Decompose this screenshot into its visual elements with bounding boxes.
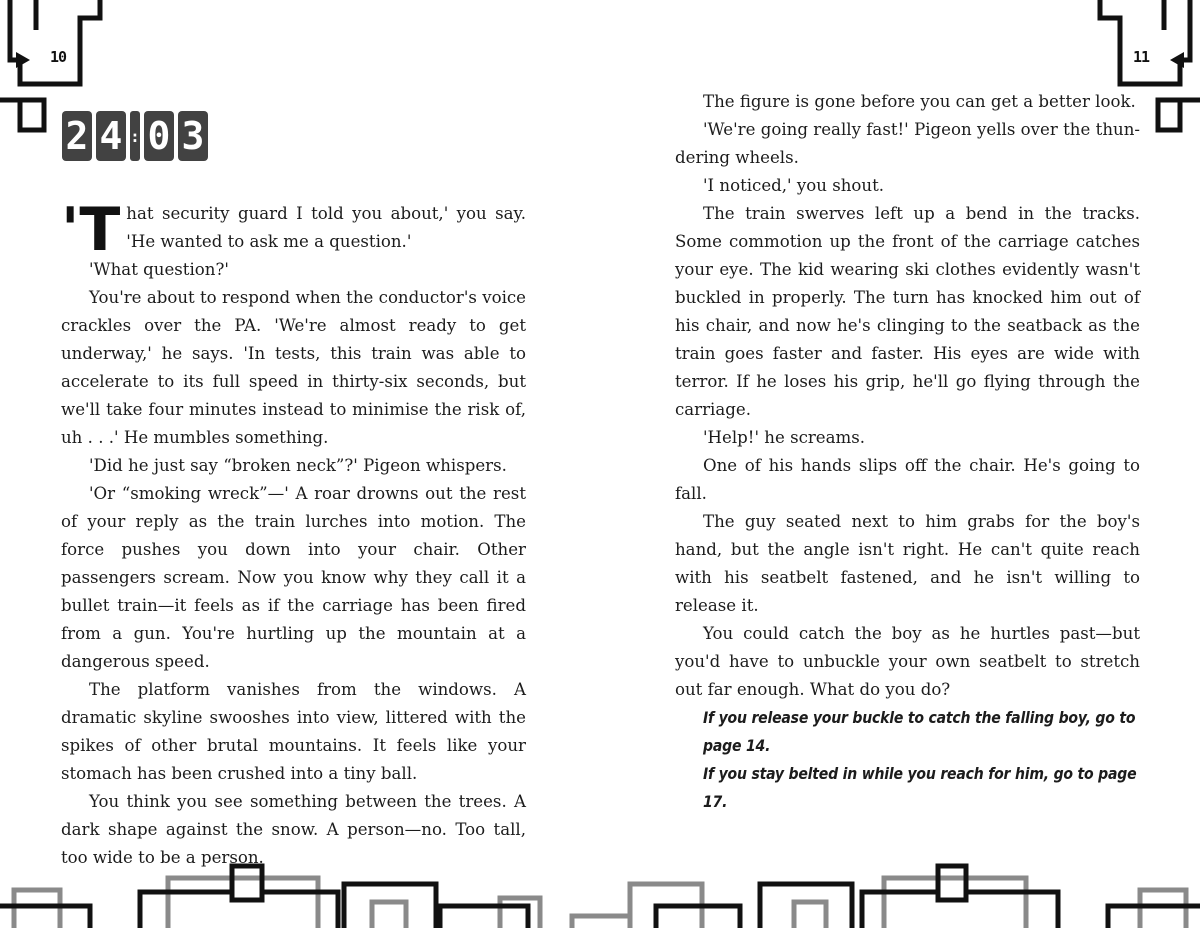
choice-option-2[interactable]: If you stay belted in while you reach for him, go to page 17. xyxy=(703,765,1137,811)
paragraph: 'We're going really fast!' Pigeon yells over the thundering wheels. xyxy=(675,120,1140,167)
timer-digit: 2 xyxy=(62,111,92,161)
paragraph: 'Did he just say “broken neck”?' Pigeon whispers. xyxy=(89,456,507,475)
paragraph: You could catch the boy as he hurtles past—but you'd have to unbuckle your own seatbelt to stretch out far enough. What do you do? xyxy=(675,624,1140,699)
left-arrow-icon xyxy=(16,52,30,68)
paragraph: You think you see something between the trees. A dark shape against the snow. A person—no. Too tall, too wide to be a person. xyxy=(61,792,526,867)
paragraph: 'What question?' xyxy=(89,260,229,279)
paragraph: The train swerves left up a bend in the tracks. Some commotion up the front of the carriage catches your eye. The kid wearing ski clothes evidently wasn't buckled in properly. The turn has knocked him out of his chair, and now he's clinging to the seatback as the train goes faster and faster. His eyes are wide with terror. If he loses his grip, he'll go flying through the carriage. xyxy=(675,204,1140,419)
paragraph: The figure is gone before you can get a better look. xyxy=(703,92,1136,111)
right-arrow-icon xyxy=(1170,52,1184,68)
paragraph-text: hat security guard I told you about,' you say. 'He wanted to ask me a question.' xyxy=(126,204,526,251)
timer-digit: 0 xyxy=(144,111,174,161)
timer-digit: 4 xyxy=(96,111,126,161)
choice-option-1[interactable]: If you release your buckle to catch the falling boy, go to page 14. xyxy=(703,709,1136,755)
paragraph: You're about to respond when the conductor's voice crackles over the PA. 'We're almost ready to get underway,' he says. 'In tests, this train was able to accelerate to its full speed in thirty-six seconds, but we'll take four minutes instead to minimise the risk of, uh . . .' He mumbles something. xyxy=(61,288,526,447)
page-number-right: 11 xyxy=(1132,48,1150,66)
paragraph xyxy=(61,195,526,265)
paragraph: 'Or “smoking wreck”—' A roar drowns out the rest of your reply as the train lurches into motion. The force pushes you down into your chair. Other passengers scream. Now you know why they call it a bullet train—it feels as if the carriage has been fired from a gun. You're hurtling up the mountain at a dangerous speed. xyxy=(61,484,526,671)
timer-digit: 3 xyxy=(178,111,208,161)
paragraph: 'I noticed,' you shout. xyxy=(703,176,885,195)
paragraph: The guy seated next to him grabs for the boy's hand, but the angle isn't right. He can't quite reach with his seatbelt fastened, and he isn't willing to release it. xyxy=(675,512,1140,615)
drop-cap: 'T xyxy=(61,195,121,265)
timer-separator: : xyxy=(130,111,140,161)
countdown-timer xyxy=(62,110,212,162)
paragraph: 'Help!' he screams. xyxy=(703,428,866,447)
right-page-text xyxy=(675,88,1140,816)
page-number-left: 10 xyxy=(49,48,67,66)
left-page-text xyxy=(61,195,526,872)
paragraph: One of his hands slips off the chair. He's going to fall. xyxy=(675,456,1140,503)
paragraph: The platform vanishes from the windows. A dramatic skyline swooshes into view, littered with the spikes of other brutal mountains. It feels like your stomach has been crushed into a tiny ball. xyxy=(61,680,526,783)
